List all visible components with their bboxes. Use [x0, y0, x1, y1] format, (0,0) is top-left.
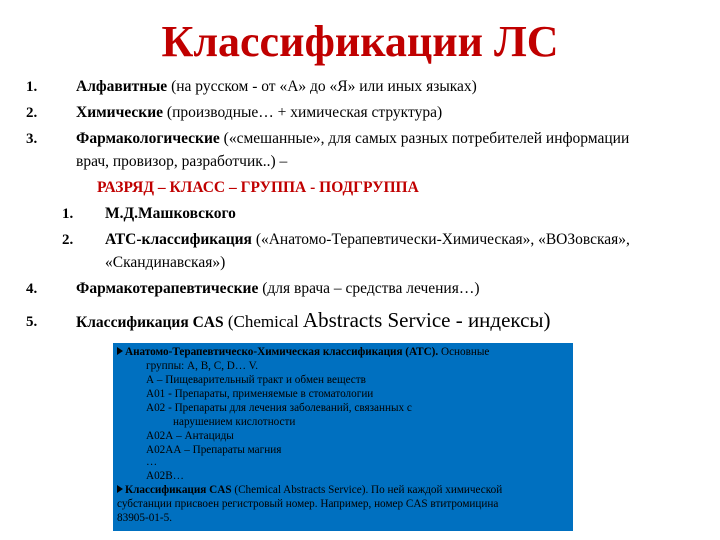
atc-a02aa: А02АА – Препараты магния — [146, 444, 282, 456]
list-item-alphabetical: Алфавитные (на русском - от «А» до «Я» или иных языках) — [76, 78, 477, 95]
atc-ellipsis: … — [146, 456, 158, 468]
list-item-cas: Классификация CAS (Chemical Abstracts Service - индексы) — [76, 308, 551, 332]
arrow-bullet-icon — [117, 347, 123, 355]
list-number: 1. — [26, 79, 38, 95]
sub-list-number: 1. — [62, 206, 74, 222]
info-box — [113, 343, 573, 531]
atc-a02: А02 - Препараты для лечения заболеваний, связанных с — [146, 402, 412, 414]
atc-a02b: А02В… — [146, 470, 184, 482]
page-title: Классификации ЛС — [161, 17, 559, 66]
atc-group-a: А – Пищеварительный тракт и обмен веществ — [146, 374, 366, 386]
list-item-pharmacological: Фармакологические («смешанные», для самых разных потребителей информации — [76, 130, 630, 147]
atc-groups: группы: A, B, C, D… V. — [146, 360, 259, 372]
list-number: 3. — [26, 131, 38, 147]
list-number: 2. — [26, 105, 38, 121]
cas-text-line: 83905-01-5. — [117, 512, 172, 524]
sub-item-atc-continued: «Скандинавская») — [105, 254, 226, 271]
hierarchy-text: РАЗРЯД – КЛАСС – ГРУППА - ПОДГРУППА — [97, 179, 419, 196]
sub-item-mashkovsky: М.Д.Машковского — [105, 205, 236, 222]
sub-item-atc: АТС-классификация («Анатомо-Терапевтически-Химическая», «ВОЗовская», — [105, 231, 630, 248]
atc-a01: А01 - Препараты, применяемые в стоматологии — [146, 388, 374, 400]
cas-text-line: субстанции присвоен регистровый номер. Например, номер CAS втитромицина — [117, 498, 499, 510]
cas-heading: Классификация CAS (Chemical Abstracts Service). По ней каждой химической — [117, 484, 502, 497]
atc-a02-continued: нарушением кислотности — [173, 416, 296, 428]
list-item-pharmacotherapeutic: Фармакотерапевтические (для врача – средства лечения…) — [76, 280, 480, 297]
list-item-chemical: Химические (производные… + химическая структура) — [76, 104, 443, 121]
sub-list-number: 2. — [62, 232, 74, 248]
list-item-pharmacological-continued: врач, провизор, разработчик..) – — [76, 153, 288, 170]
list-number: 4. — [26, 281, 38, 297]
atc-a02a: А02А – Антациды — [146, 430, 234, 442]
arrow-bullet-icon — [117, 485, 123, 493]
atc-heading: Анатомо-Терапевтическо-Химическая классификация (АТС). Основные — [117, 346, 489, 359]
list-number: 5. — [26, 314, 38, 330]
